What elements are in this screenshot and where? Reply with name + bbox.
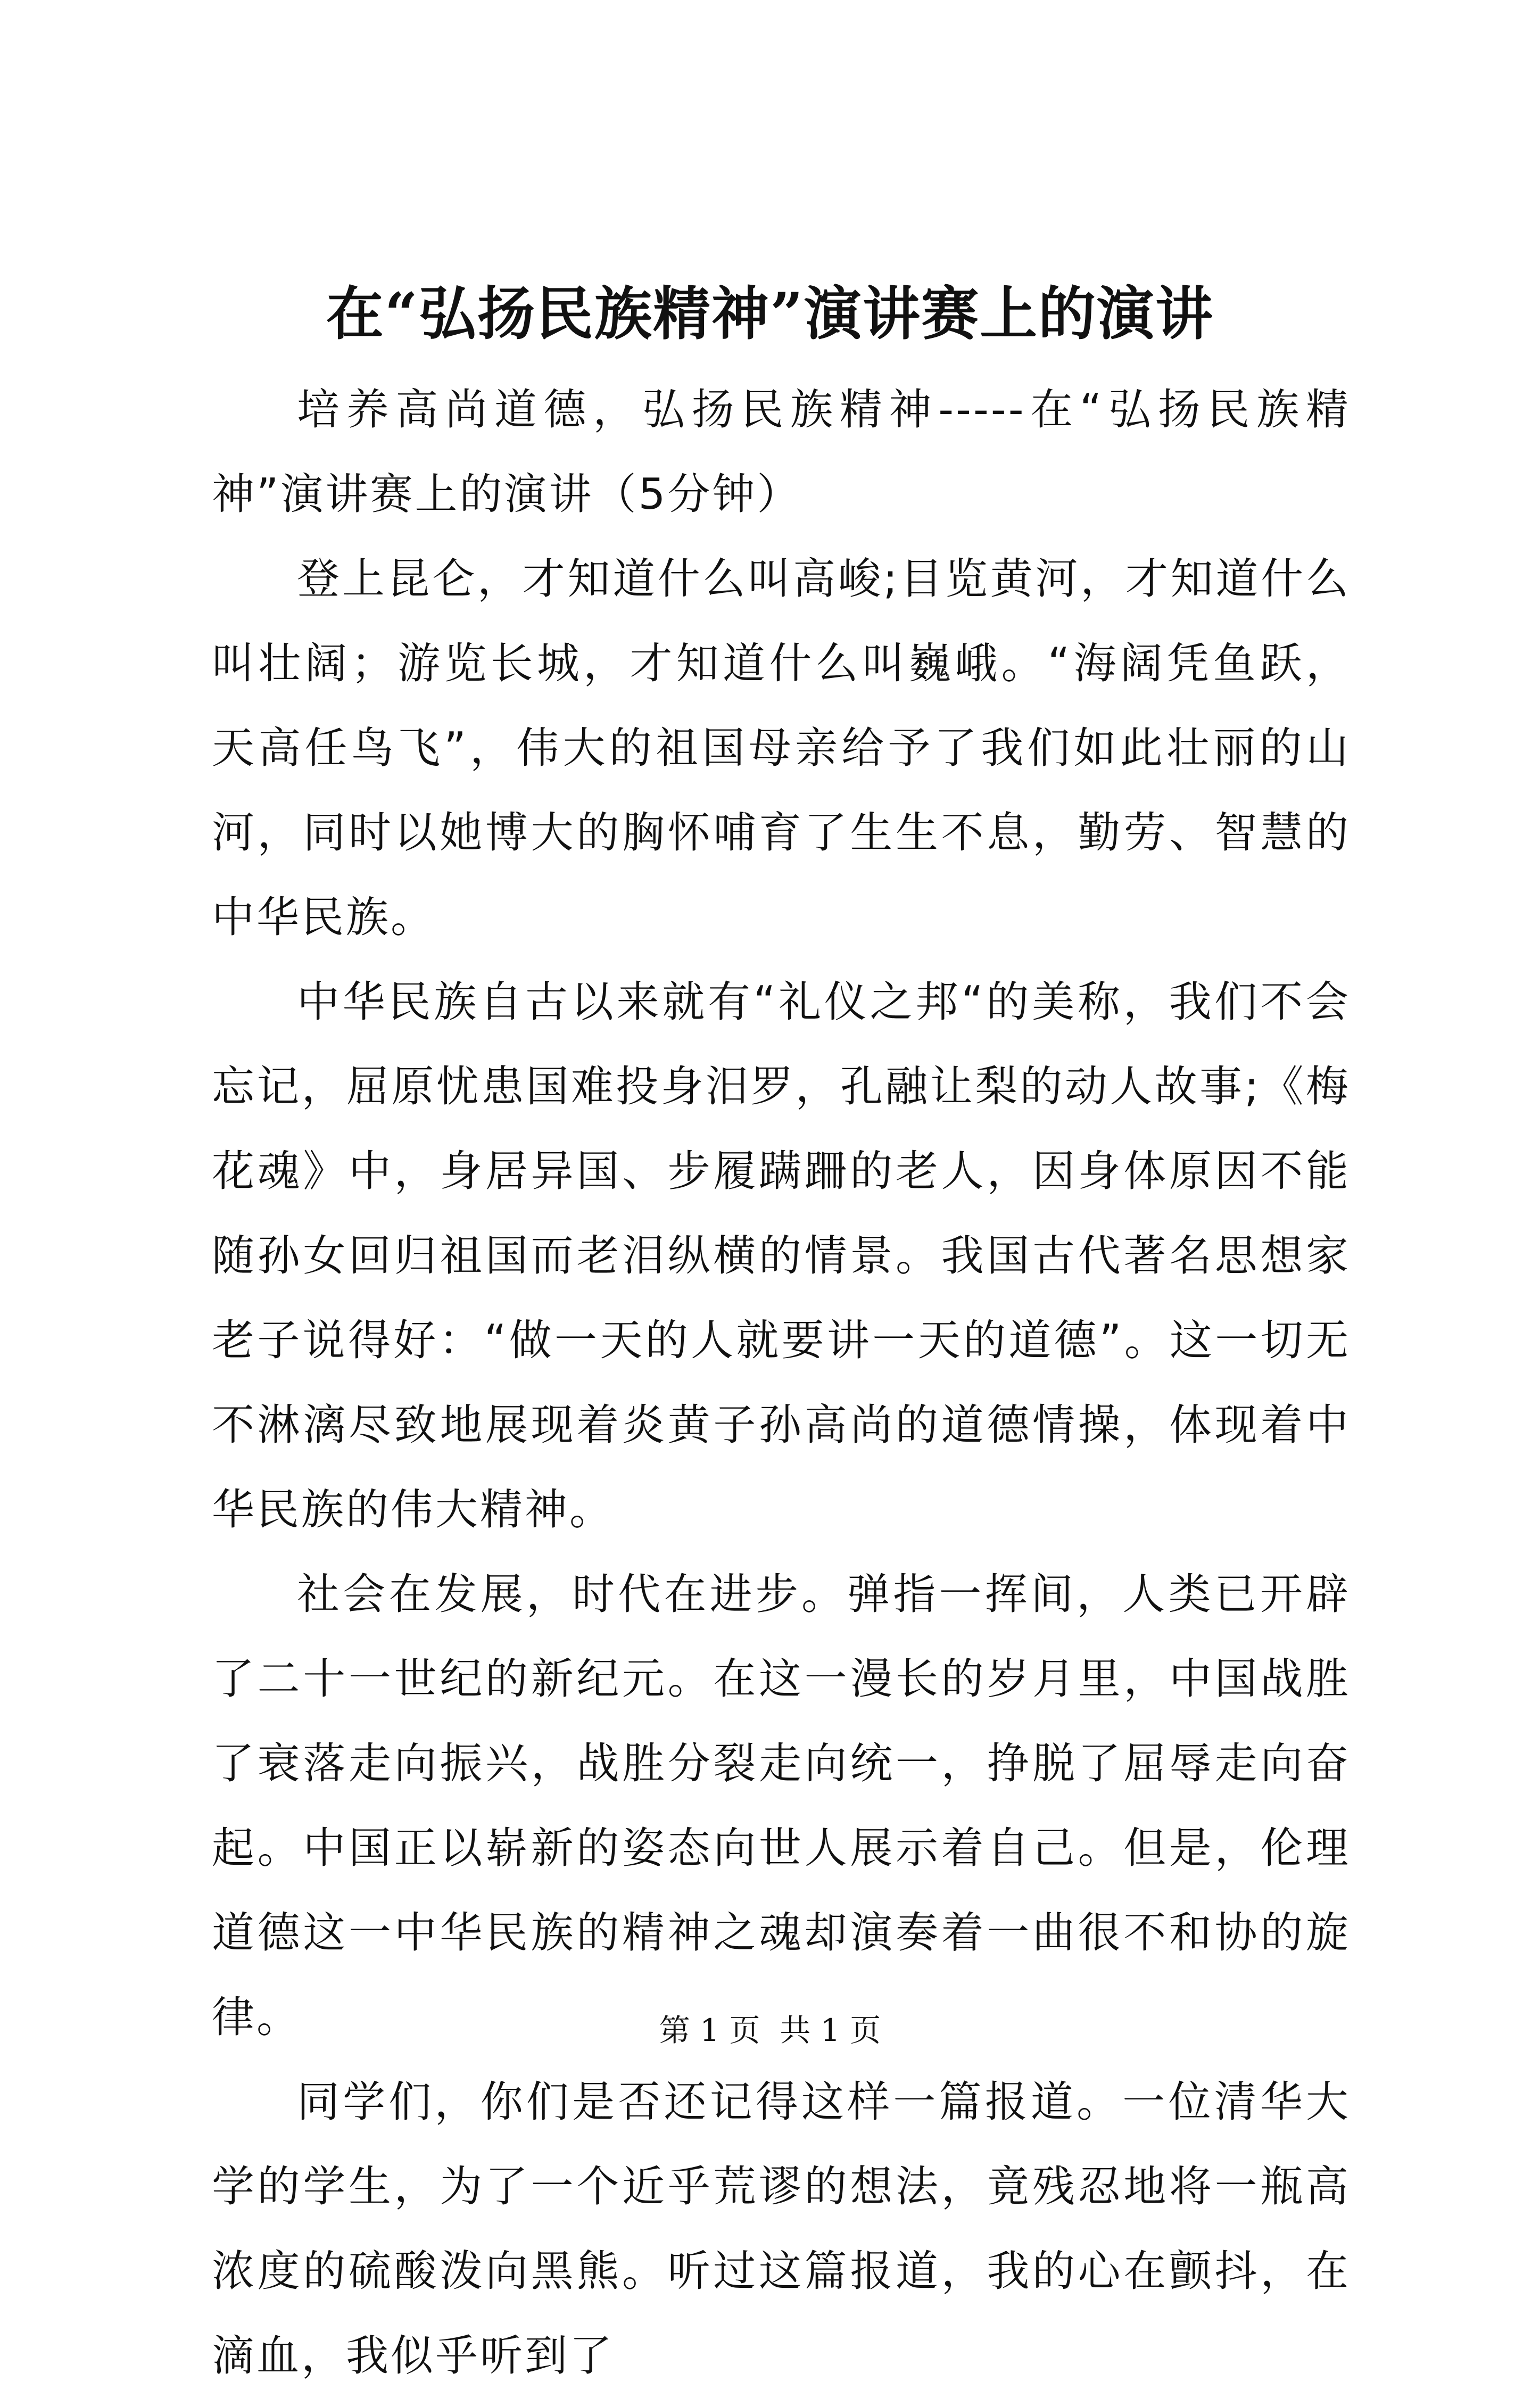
paragraph-3: 社会在发展，时代在进步。弹指一挥间，人类已开辟了二十一世纪的新纪元。在这一漫长的岁月里，中国战胜了衰落走向振兴，战胜分裂走向统一，挣脱了屈辱走向奋起。中国正以崭新的姿态向世人展示着自己。但是，伦理道德这一中华民族的精神之魂却演奏着一曲很不和协的旋律。	[212, 1569, 1351, 2042]
document-body	[212, 367, 1351, 2398]
paragraph-4: 同学们，你们是否还记得这样一篇报道。一位清华大学的学生，为了一个近乎荒谬的想法，竟残忍地将一瓶高浓度的硫酸泼向黑熊。听过这篇报道，我的心在颤抖，在滴血，我似乎听到了	[212, 2077, 1351, 2380]
paragraph-1: 登上昆仑，才知道什么叫高峻;目览黄河，才知道什么叫壮阔；游览长城，才知道什么叫巍峨。“海阔凭鱼跃，天高任鸟飞”，伟大的祖国母亲给予了我们如此壮丽的山河，同时以她博大的胸怀哺育了生生不息，勤劳、智慧的中华民族。	[212, 554, 1351, 942]
page-number-label: 第 1 页 共 1 页	[659, 2012, 881, 2048]
paragraph-2: 中华民族自古以来就有“礼仪之邦“的美称，我们不会忘记，屈原忧患国难投身汨罗，孔融让梨的动人故事;《梅花魂》中，身居异国、步履蹒跚的老人，因身体原因不能随孙女回归祖国而老泪纵横的情景。我国古代著名思想家老子说得好：“做一天的人就要讲一天的道德”。这一切无不淋漓尽致地展现着炎黄子孙高尚的道德情操，体现着中华民族的伟大精神。	[212, 977, 1351, 1534]
document-title: 在“弘扬民族精神”演讲赛上的演讲	[326, 280, 1214, 348]
paragraph-subtitle: 培养高尚道德，弘扬民族精神-----在“弘扬民族精神”演讲赛上的演讲（5分钟）	[212, 385, 1351, 519]
page-footer	[0, 2009, 1540, 2052]
